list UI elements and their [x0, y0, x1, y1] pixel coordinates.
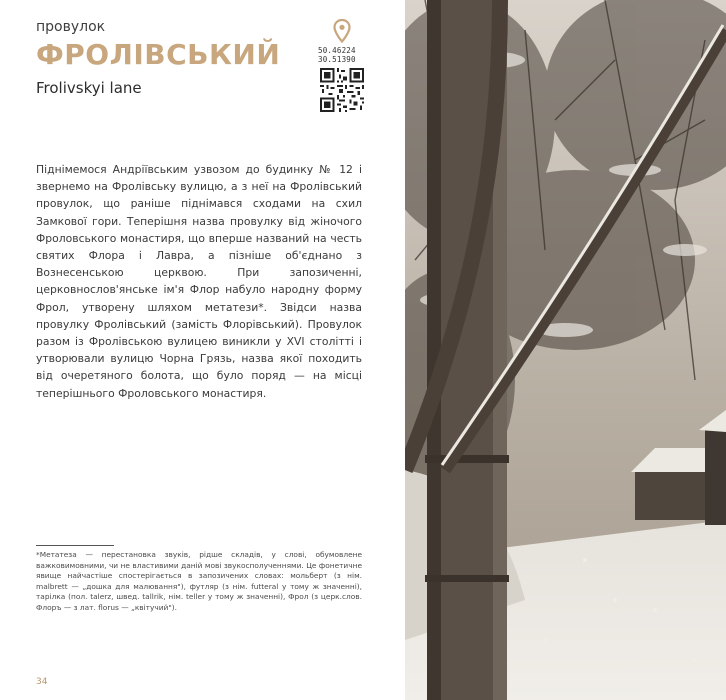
photo-illustration — [405, 0, 726, 700]
qr-code[interactable] — [320, 68, 364, 112]
article-body: Піднімемося Андріївським узвозом до будинку № 12 і звернемо на Фролівську вулицю, а з неї на Фролівський провулок, що раніше піднімався сходами на схил Замкової гори. Теперішня назва провулку від жіночого Фроловського монастиря, що вперше названий на честь святих Флора і Лавра, а пізніше об'єднано з Вознесенською церквою. При запозиченні, церковнослов'янське ім'я Флор набуло народну форму Фрол, утворену шляхом метатези*. Звідси назва провулку Фролівський (замість Флорівський). Провулок разом із Фролівською вулицею виникли у XVI столітті і утворювали вулицю Чорна Грязь, назва якої походить від очеретяного болота, що було поряд — на місці теперішнього Фроловського монастиря. — [36, 163, 362, 400]
footnote-divider — [36, 545, 114, 546]
map-pin-icon — [333, 19, 351, 43]
latitude-text: 50.46224 — [318, 46, 356, 55]
street-type-label: провулок — [36, 19, 106, 35]
snowy-lane-photo — [405, 0, 726, 700]
longitude-text: 30.51390 — [318, 55, 356, 64]
footnote: *Метатеза — перестановка звуків, рідше складів, у слові, обумовлене важковимовними, чи не властивими даній мові звукосполученнями. Це фонетичне явище найчастіше спостерігається в запозичених словах: мольберт (з нім. malbrett — „дошка для малювання"), футляр (з нім. futteral у тому ж значенні), тарілка (пол. talerz, швед. tallrik, нім. teller у тому ж значенні), Фрол (з церк.слов. Флоръ — з лат. florus — „квітучий"). — [36, 550, 362, 612]
page-number: 34 — [36, 677, 48, 687]
page-title: ФРОЛІВСЬКИЙ — [36, 38, 281, 71]
english-subtitle: Frolivskyi lane — [36, 79, 142, 97]
